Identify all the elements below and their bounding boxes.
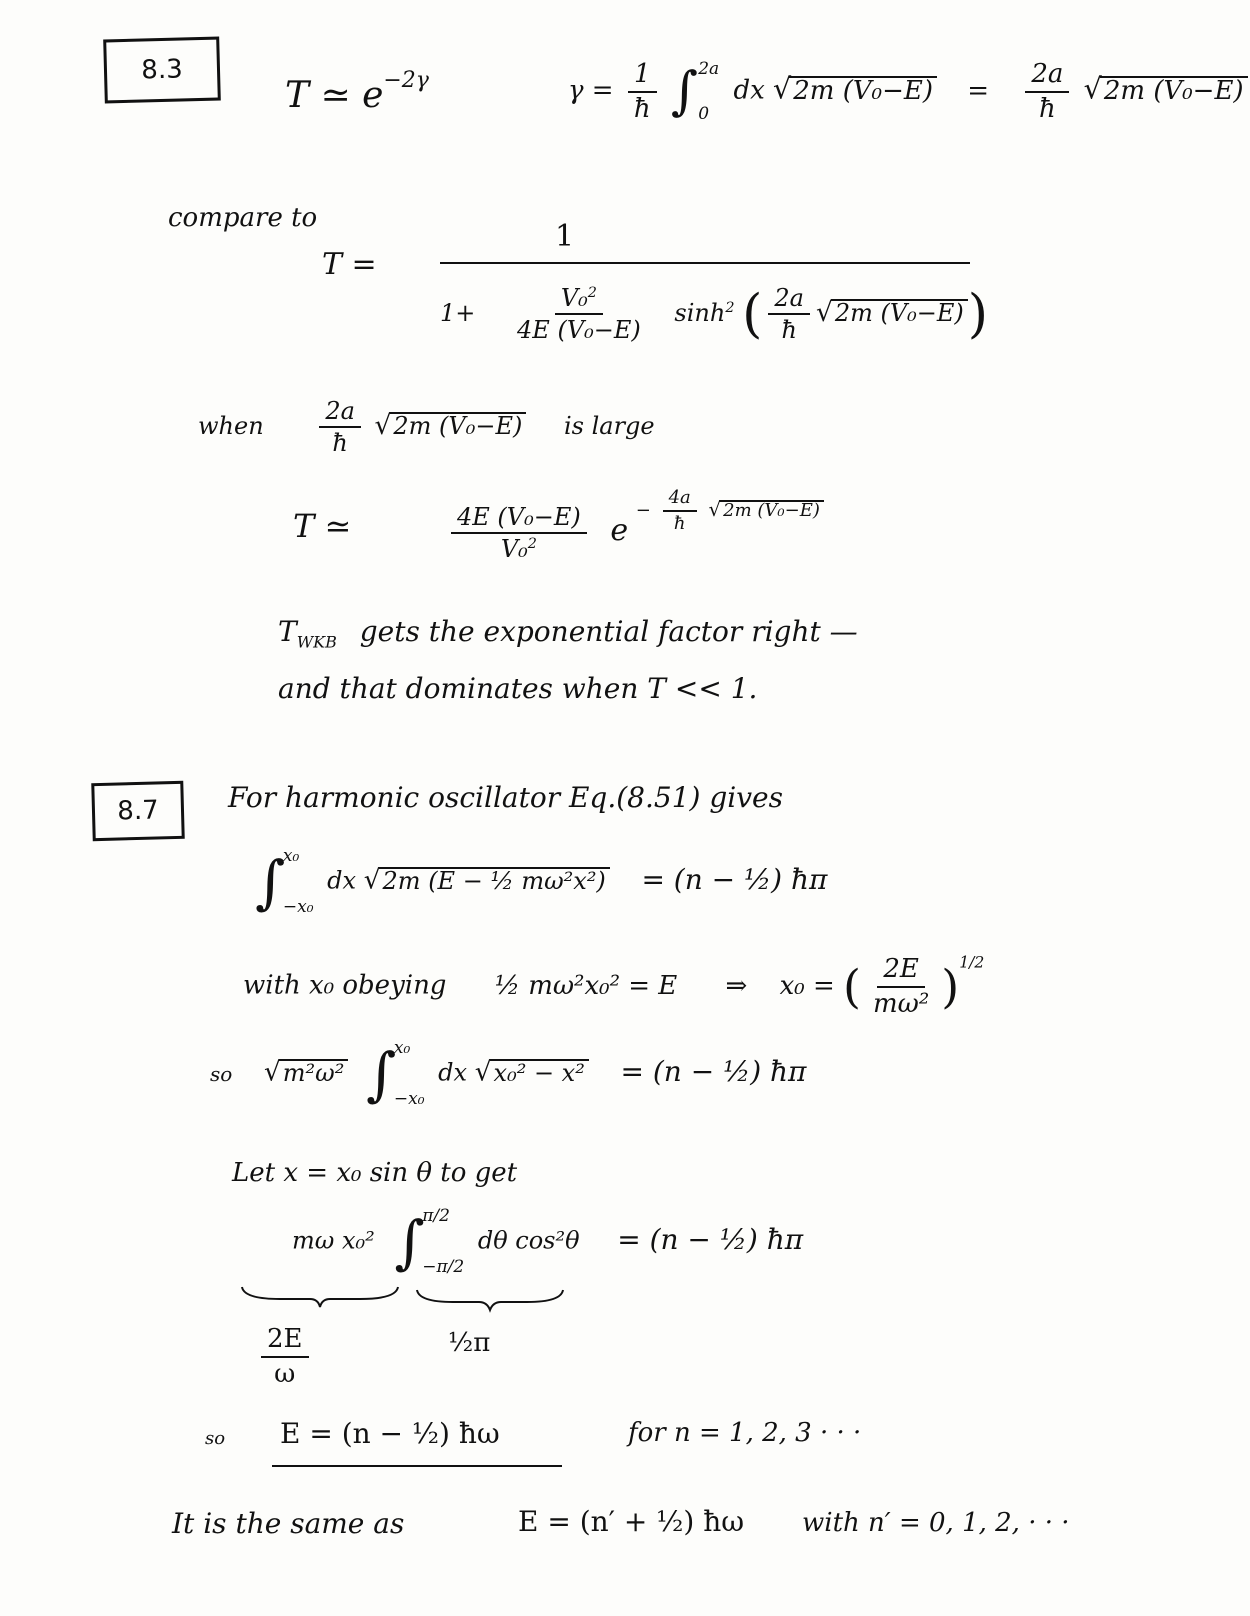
sinh-arg-sqrt: 2m (V₀−E): [831, 299, 968, 325]
integral-1-lower: −x₀: [282, 897, 314, 917]
brace-2-value: ½π: [448, 1328, 491, 1358]
integral-dx: dx: [733, 75, 765, 106]
integral-lower-limit: 0: [698, 103, 710, 124]
so-2: so: [205, 1428, 226, 1449]
so-1: so: [210, 1061, 233, 1086]
when-fraction: $\frac{2a}{ħ}$: [319, 398, 361, 457]
integral-3-line: mω x₀² ∫ π/2 −π/2 dθ cos²θ = (n − ½) ħπ: [292, 1206, 804, 1277]
problem-8-7-label: 8.7: [116, 795, 160, 827]
integral-1-sqrt: 2m (E − ½ mω²x²): [379, 867, 610, 893]
equals-sign: =: [967, 75, 990, 106]
exponent: − $\frac{4a}{ħ}$ √ 2m (V₀−E): [636, 488, 824, 534]
x0-exponent: 1/2: [959, 953, 985, 972]
t-wkb-approx: T ≃ $e^{-2\gamma}$: [285, 68, 429, 116]
compare-to-text: compare to: [168, 203, 318, 233]
gamma-lhs: γ =: [568, 75, 614, 106]
gamma-definition: γ = $\frac{1}{ħ}$ ∫ 2a 0 dx √2m (V₀−E) = $\frac{2a}{ħ}$ √2m (V₀−E): [568, 60, 1248, 123]
with-x0-obeying: with x₀ obeying ½ mω²x₀² = E ⇒ x₀ = ( $\frac{2E}{\text{mω²}}$ )$^{1/2}$: [243, 953, 985, 1019]
harmonic-intro: For harmonic oscillator Eq.(8.51) gives: [228, 781, 783, 814]
is-large-text: is large: [563, 411, 655, 440]
integral-1-upper: x₀: [282, 846, 300, 866]
problem-8-3-label: 8.3: [140, 54, 184, 86]
brace-1-value: $\frac{2E}{\omega}$: [255, 1325, 315, 1388]
brace-1: [240, 1285, 400, 1309]
integral-2-sqrt: x₀² − x²: [490, 1059, 589, 1085]
integral-1-rhs: = (n − ½) ħπ: [641, 862, 828, 896]
m2w2-sqrt: m²ω²: [279, 1059, 349, 1085]
wkb-remark-line-2: and that dominates when T << 1.: [278, 672, 758, 705]
when-text: when: [198, 411, 264, 440]
integral-2-rhs: = (n − ½) ħπ: [620, 1054, 807, 1088]
t-exact-lhs: T =: [322, 247, 377, 282]
one-over-hbar: $\frac{1}{ħ}$: [628, 60, 657, 123]
integral-sqrt: 2m (V₀−E): [789, 76, 937, 104]
for-n-values: for n = 1, 2, 3 · · ·: [628, 1418, 862, 1448]
integral-3-body: dθ cos²θ: [477, 1226, 580, 1255]
x0-fraction: $\frac{2E}{\text{mω²}}$: [872, 954, 930, 1019]
v0-squared-over-4e: $\frac{V_0^2}{\text{4E (V₀−E)}}$: [517, 284, 641, 345]
sinh-arg-fraction: $\frac{2a}{ħ}$: [768, 285, 810, 344]
problem-8-3-label-box: [103, 36, 221, 103]
two-a-over-hbar: $\frac{2a}{ħ}$: [1025, 60, 1069, 123]
implies-arrow: ⇒: [725, 970, 748, 1001]
substitution-text: Let x = x₀ sin θ to get: [232, 1158, 518, 1188]
with-n-prime: with n′ = 0, 1, 2, · · ·: [802, 1508, 1070, 1538]
integral-2-dx: dx: [438, 1058, 468, 1087]
integral-3-rhs: = (n − ½) ħπ: [617, 1222, 804, 1256]
result-underline: [272, 1465, 562, 1467]
integral-1: ∫ x₀ −x₀ dx √2m (E − ½ mω²x²) = (n − ½) ħπ: [255, 846, 828, 917]
one-plus: 1+: [440, 298, 476, 327]
integral-3-lower: −π/2: [422, 1257, 465, 1277]
integral-sign: ∫: [670, 61, 698, 122]
energy-result: E = (n − ½) ħω: [280, 1417, 500, 1450]
shifted-energy: E = (n′ + ½) ħω: [518, 1505, 745, 1538]
t-large-approx: [445, 488, 824, 563]
wkb-remark-line-1: $T_{WKB}$ gets the exponential factor right —: [278, 615, 858, 652]
integral-upper-limit: 2a: [698, 58, 720, 79]
prefactor-fraction: $\frac{\text{4E (V₀−E)}}{V_0^2}$: [451, 504, 587, 563]
integral-2-line: so √m²ω² ∫ x₀ −x₀ dx √x₀² − x² = (n − ½) ħπ: [210, 1038, 807, 1109]
brace-2: [415, 1288, 565, 1312]
integral-2-lower: −x₀: [393, 1089, 425, 1109]
when-condition: when $\frac{2a}{ħ}$ √2m (V₀−E) is large: [198, 397, 655, 458]
t-exact-fraction-bar: [440, 262, 970, 264]
energy-condition: ½ mω²x₀² = E: [494, 970, 678, 1001]
t-exact-denominator: 1+ $\frac{V_0^2}{\text{4E (V₀−E)}}$ $\sinh^2$ ( $\frac{2a}{ħ}$ √2m (V₀−E)): [440, 284, 989, 345]
x0-equals: x₀ =: [779, 970, 835, 1001]
integral-3-upper: π/2: [422, 1206, 450, 1226]
rhs-sqrt: 2m (V₀−E): [1100, 76, 1248, 104]
t-exact-numerator: 1: [555, 219, 575, 254]
exponential-e: e: [610, 512, 629, 548]
same-as-text: It is the same as: [172, 1507, 405, 1540]
t-large-approx-lhs: T ≃: [293, 507, 352, 545]
problem-8-7-label-box: [91, 781, 184, 841]
when-sqrt: 2m (V₀−E): [389, 412, 526, 438]
integral-1-dx: dx: [327, 866, 357, 895]
sinh-squared: $\sinh^2$: [674, 298, 735, 327]
integral-2-upper: x₀: [393, 1038, 411, 1058]
mw-x0-squared: mω x₀²: [292, 1226, 375, 1255]
